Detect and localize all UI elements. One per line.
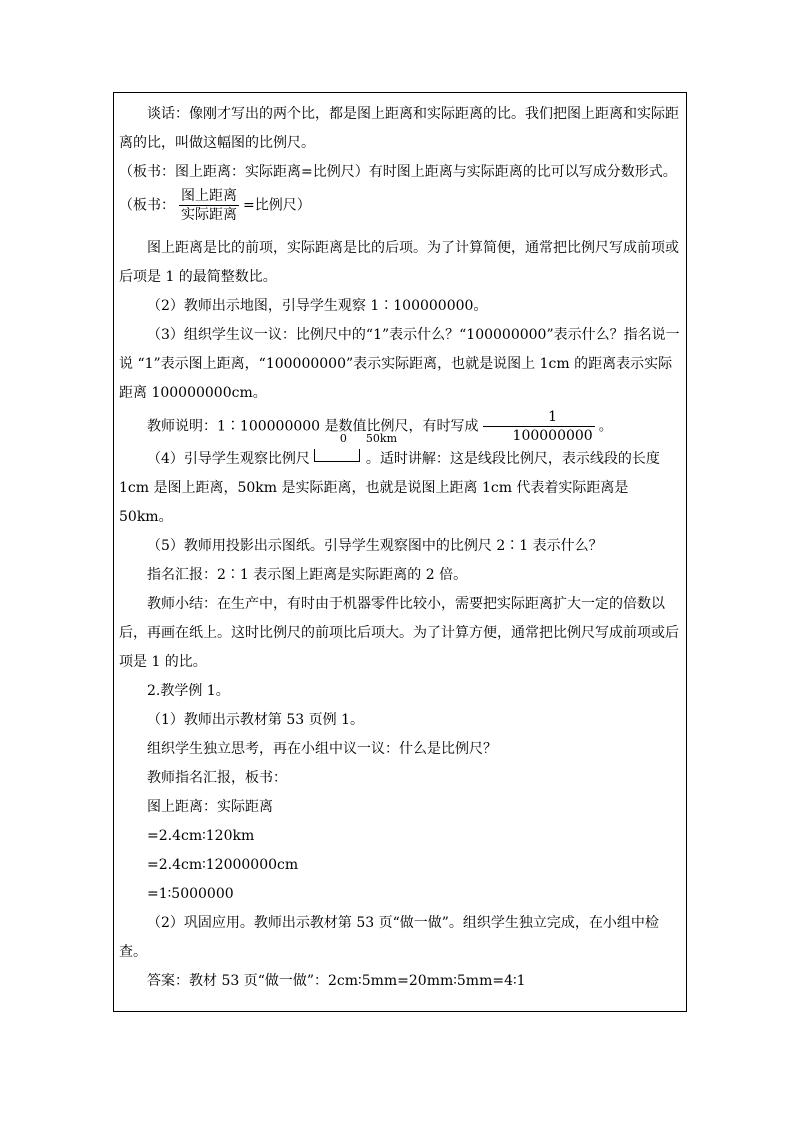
fraction-map-actual	[179, 187, 239, 224]
fraction-scale	[483, 408, 595, 445]
scale-bar-line	[314, 449, 360, 462]
paragraph-board-ratio	[119, 158, 684, 224]
fraction-denominator: 实际距离	[181, 207, 237, 223]
paragraph-report: 指名汇报：2∶1 表示图上距离是实际距离的 2 倍。	[147, 567, 468, 583]
paragraph-example-step-1: （1）教师出示教材第 53 页例 1。	[147, 712, 364, 728]
paragraph-step-5: （5）教师用投影出示图纸。引导学生观察图中的比例尺 2∶1 表示什么？	[147, 538, 603, 554]
paragraph-answer: 答案：教材 53 页“做一做”：2cm∶5mm=20mm∶5mm=4∶1	[147, 973, 526, 989]
paragraph-step-3: （3）组织学生议一议：比例尺中的“1”表示什么？“100000000”表示什么？指名说一说 “1”表示图上距离，“100000000”表示实际距离，也就是说图上 1cm 的距离表示实际距离 100000000cm。	[119, 327, 680, 401]
paragraph-practice: （2）巩固应用。教师出示教材第 53 页“做一做”。组织学生独立完成，在小组中检查。	[119, 915, 659, 960]
fraction-numerator: 1	[483, 408, 595, 427]
fraction-numerator: 图上距离	[181, 188, 237, 204]
equation-line-3: =2.4cm∶12000000cm	[147, 857, 299, 873]
step-4-tail: 。适时讲解：这是线段比例尺，表示线段的长度 1cm 是图上距离，50km 是实际距离，也就是说图上距离 1cm 代表着实际距离是 50km。	[119, 451, 660, 525]
equation-line-2: =2.4cm∶120km	[147, 828, 255, 844]
line-scale-bar	[312, 432, 398, 469]
board-ratio-text: （板书：图上距离：实际距离=比例尺）有时图上距离与实际距离的比可以写成分数形式。（板书：	[119, 164, 677, 214]
paragraph-antecedent: 图上距离是比的前项，实际距离是比的后项。为了计算简便，通常把比例尺写成前项或后项是 1 的最简整数比。	[119, 240, 679, 285]
document-body	[119, 100, 684, 996]
paragraph-discuss: 组织学生独立思考，再在小组中议一议：什么是比例尺？	[147, 741, 497, 757]
paragraph-step-2: （2）教师出示地图，引导学生观察 1∶100000000。	[147, 298, 488, 314]
equation-line-4: =1∶5000000	[147, 886, 234, 902]
paragraph-talk: 谈话：像刚才写出的两个比，都是图上距离和实际距离的比。我们把图上距离和实际距离的比，叫做这幅图的比例尺。	[119, 106, 679, 151]
paragraph-example-heading: 2.教学例 1。	[147, 683, 230, 699]
step-4-text: （4）引导学生观察比例尺	[147, 451, 310, 467]
explain-tail: 。	[598, 418, 613, 435]
explain-text: 教师说明：1∶100000000 是数值比例尺，有时写成	[147, 418, 479, 435]
fraction-denominator: 100000000	[512, 428, 593, 444]
scale-zero-label: 0	[339, 432, 347, 445]
paragraph-board: 教师指名汇报，板书：	[147, 770, 287, 786]
paragraph-summary: 教师小结：在生产中，有时由于机器零件比较小，需要把实际距离扩大一定的倍数以后，再画在纸上。这时比例尺的前项比后项大。为了计算方便，通常把比例尺写成前项或后项是 1 的比。	[119, 596, 679, 670]
equation-line-1: 图上距离：实际距离	[147, 799, 273, 815]
paragraph-teacher-explain	[119, 408, 684, 445]
board-ratio-tail: =比例尺）	[243, 197, 311, 214]
scale-fifty-label: 50km	[365, 432, 398, 445]
